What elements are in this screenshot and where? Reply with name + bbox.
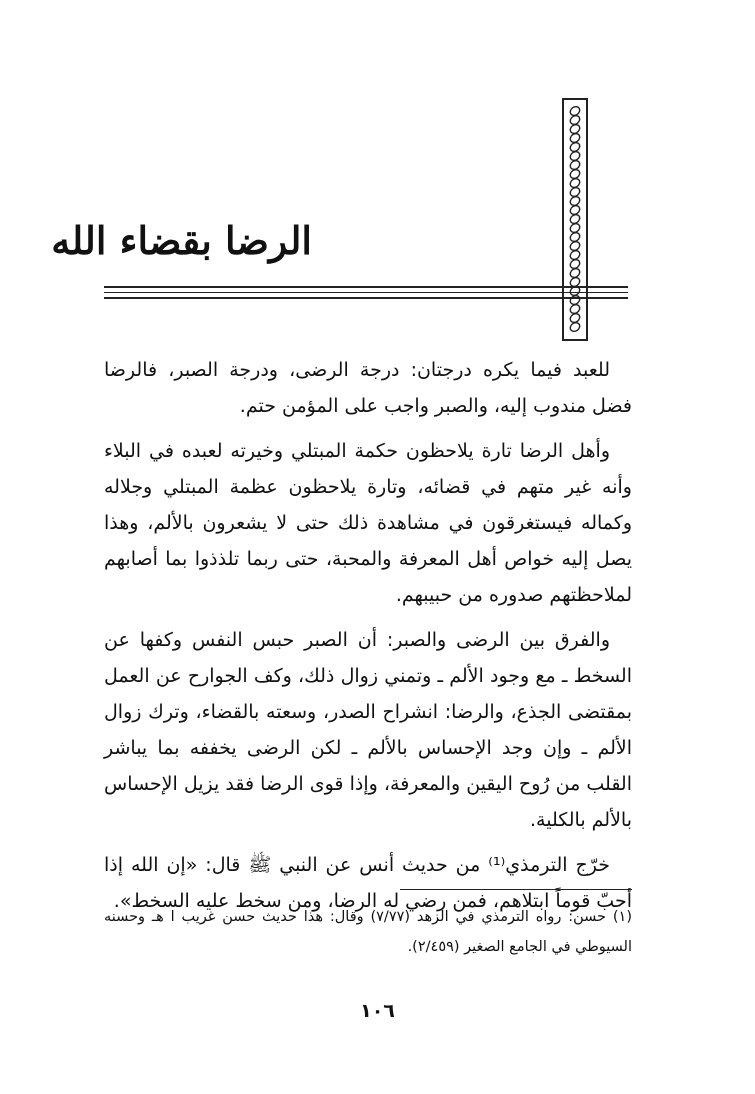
chapter-title: الرضا بقضاء الله [51,218,312,263]
title-rules [104,286,628,303]
rope-ornament [562,98,588,341]
paragraph: خرّج الترمذي⁽¹⁾ من حديث أنس عن النبي ﷺ قال: «إن الله إذا أحبّ قوماً ابتلاهم، فمن رضي له الرضا، ومن سخط عليه السخط». [104,854,632,912]
title-rule-bottom [104,297,628,299]
paragraph: والفرق بين الرضى والصبر: أن الصبر حبس النفس وكفها عن السخط ـ مع وجود الألم ـ وتمني زوال ذلك، وكف الجوارح عن العمل بمقتضى الجذع، والرضا: انشراح الصدر، وسعته بالقضاء، وترك زوال الألم ـ وإن وجد الإحساس بالألم ـ لكن الرضى يخففه بما يباشر القلب من رُوح اليقين والمعرفة، وإذا قوى الرضا فقد يزيل الإحساس بالألم بالكلية. [104,629,632,831]
body-text [104,352,632,928]
paragraph: وأهل الرضا تارة يلاحظون حكمة المبتلي وخيرته لعبده في البلاء وأنه غير متهم في قضائه، وتارة يلاحظون عظمة المبتلي وجلاله وكماله فيستغرقون في مشاهدة ذلك حتى لا يشعرون بالألم، وهذا يصل إليه خواص أهل المعرفة والمحبة، حتى ربما تلذذوا بما أصابهم لملاحظتهم صدوره من حبيبهم. [104,440,632,606]
title-rule-middle [104,292,628,293]
footnote-separator [400,889,632,890]
paragraph: للعبد فيما يكره درجتان: درجة الرضى، ودرجة الصبر، فالرضا فضل مندوب إليه، والصبر واجب على المؤمن حتم. [104,359,632,417]
title-rule-top [104,286,628,288]
page-number: ١٠٦ [360,1000,395,1022]
footnote: (١) حسن: رواه الترمذي في الزهد (٧/٧٧) وقال: هذا حديث حسن غريب ا هـ وحسنه السيوطي في الجامع الصغير (٢/٤٥٩). [104,909,632,955]
